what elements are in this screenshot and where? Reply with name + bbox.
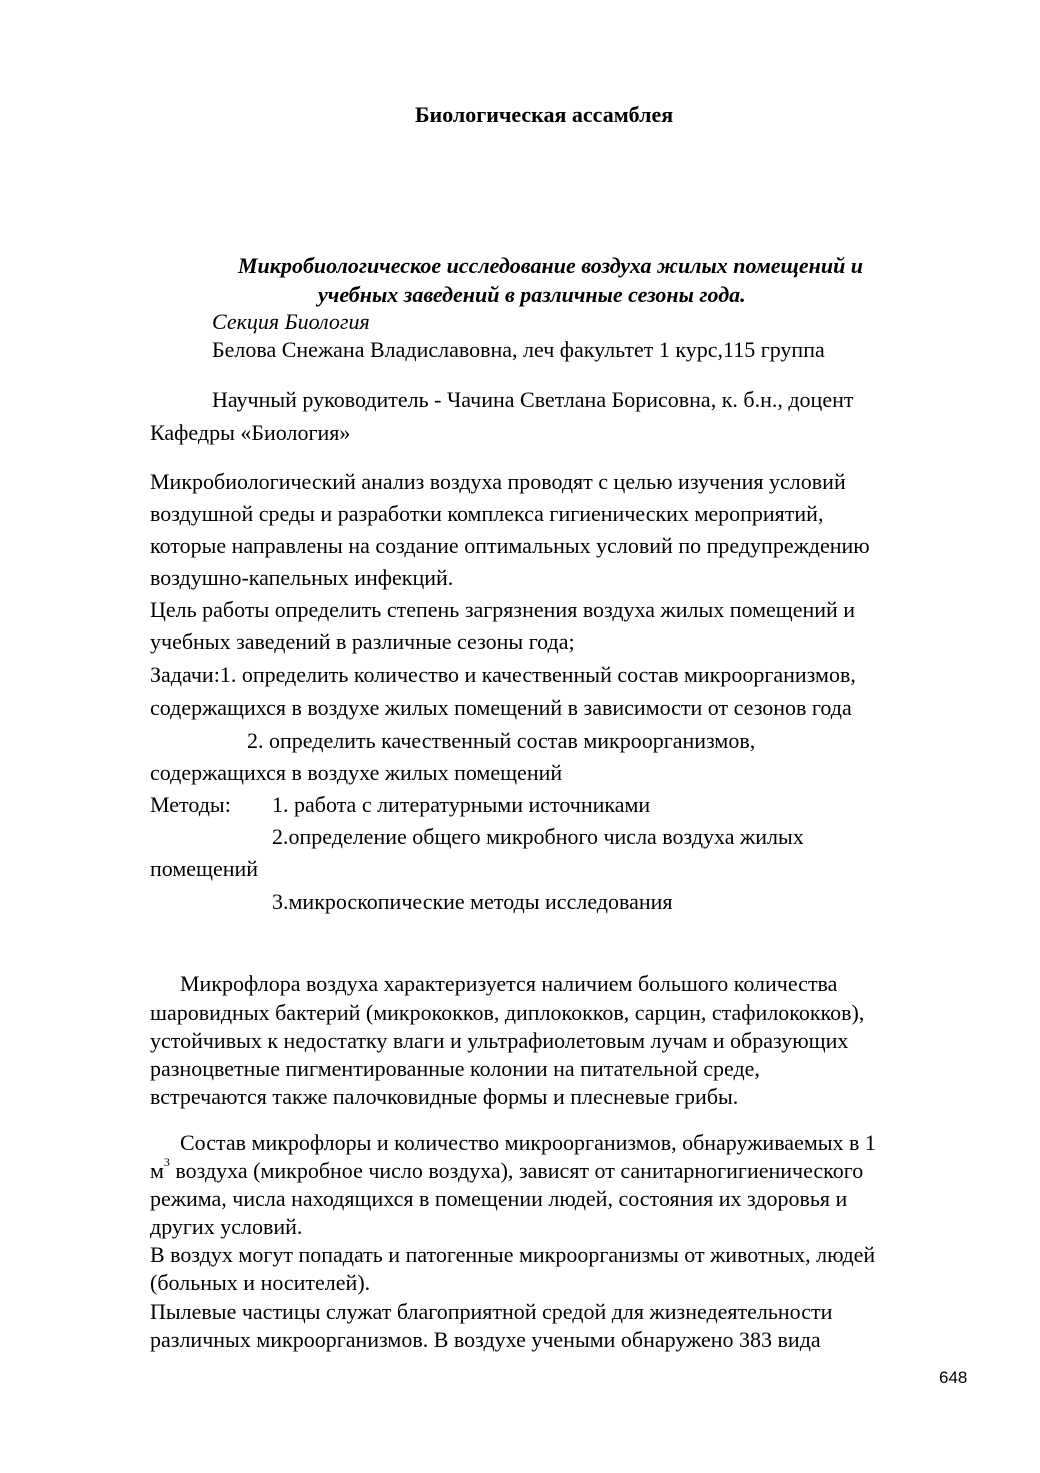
page-heading: Биологическая ассамблея: [415, 102, 674, 127]
method-item: 3.микроскопические методы исследования: [272, 889, 673, 914]
body-line: Пылевые частицы служат благоприятной средой для жизнедеятельности: [150, 1299, 833, 1324]
body-line: разноцветные пигментированные колонии на питательной среде,: [150, 1056, 760, 1081]
intro-line: Цель работы определить степень загрязнения воздуха жилых помещений и: [150, 597, 856, 622]
body-line: других условий.: [150, 1214, 303, 1239]
body-line-text: воздуха (микробное число воздуха), зависят от санитарногигиенического: [169, 1158, 864, 1183]
body-line: устойчивых к недостатку влаги и ультрафиолетовым лучам и образующих: [150, 1028, 849, 1053]
unit-m: м: [150, 1158, 164, 1183]
page-number: 648: [939, 1368, 968, 1387]
body-line: режима, числа находящихся в помещении людей, состояния их здоровья и: [150, 1186, 848, 1211]
intro-line: воздушно-капельных инфекций.: [150, 565, 454, 590]
body-line: различных микроорганизмов. В воздухе учеными обнаружено 383 вида: [150, 1327, 821, 1352]
supervisor-line-1: Научный руководитель - Чачина Светлана Борисовна, к. б.н., доцент: [212, 387, 854, 412]
unit-superscript: 3: [163, 1155, 170, 1169]
body-line: Состав микрофлоры и количество микроорганизмов, обнаруживаемых в 1: [180, 1130, 876, 1155]
supervisor-line-2: Кафедры «Биология»: [150, 420, 351, 445]
methods-label: Методы:: [150, 792, 231, 817]
intro-line: воздушной среды и разработки комплекса гигиенических мероприятий,: [150, 501, 824, 526]
body-line: встречаются также палочковидные формы и плесневые грибы.: [150, 1084, 739, 1109]
intro-line: Задачи:1. определить количество и качественный состав микроорганизмов,: [150, 662, 856, 687]
article-title-line-2: учебных заведений в различные сезоны года.: [318, 282, 746, 307]
method-item: 2.определение общего микробного числа воздуха жилых: [272, 824, 804, 849]
intro-line: которые направлены на создание оптимальных условий по предупреждению: [150, 533, 870, 558]
intro-line: 2. определить качественный состав микроорганизмов,: [247, 728, 756, 753]
intro-line: содержащихся в воздухе жилых помещений в зависимости от сезонов года: [150, 695, 852, 720]
intro-line: помещений: [150, 856, 259, 881]
section-label: Секция Биология: [212, 309, 370, 334]
body-line: шаровидных бактерий (микрококков, диплококков, сарцин, стафилококков),: [150, 1000, 865, 1025]
method-item: 1. работа с литературными источниками: [272, 792, 651, 817]
body-line: Микрофлора воздуха характеризуется наличием большого количества: [180, 971, 838, 996]
intro-line: содержащихся в воздухе жилых помещений: [150, 760, 563, 785]
intro-line: Микробиологический анализ воздуха проводят с целью изучения условий: [150, 469, 846, 494]
body-line: [150, 1155, 864, 1183]
author-line: Белова Снежана Владиславовна, леч факультет 1 курс,115 группа: [212, 337, 825, 362]
article-title-line-1: Микробиологическое исследование воздуха жилых помещений и: [238, 253, 864, 278]
body-line: В воздух могут попадать и патогенные микроорганизмы от животных, людей: [150, 1242, 876, 1267]
intro-line: учебных заведений в различные сезоны года;: [150, 629, 575, 654]
body-line: (больных и носителей).: [150, 1270, 371, 1295]
